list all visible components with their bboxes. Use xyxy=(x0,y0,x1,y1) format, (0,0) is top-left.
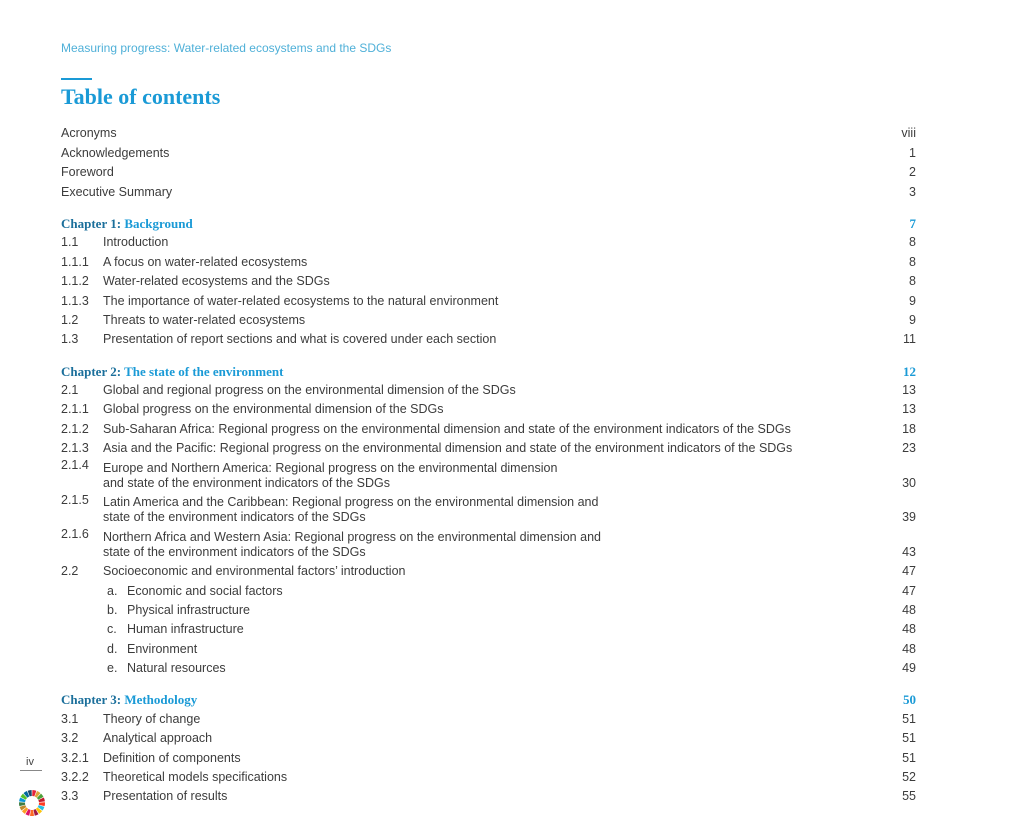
section-number: 2.2 xyxy=(61,564,79,579)
section-number: 2.1.3 xyxy=(61,441,89,456)
toc-entry-text-continued: and state of the environment indicators of the SDGs xyxy=(103,475,390,490)
toc-entry-page: 2 xyxy=(909,165,916,180)
toc-entry-page: 48 xyxy=(902,622,916,637)
chapter-page: 50 xyxy=(903,692,916,708)
section-number: 2.1.6 xyxy=(61,527,89,542)
toc-entry-page: 8 xyxy=(909,274,916,289)
toc-entry-text: Theory of change xyxy=(103,711,201,726)
toc-entry-text: Latin America and the Caribbean: Regional progress on the environmental dimension and xyxy=(103,495,599,510)
toc-entry[interactable] xyxy=(61,309,916,328)
subentry-letter: a. xyxy=(107,583,118,598)
toc-entry-page: 13 xyxy=(902,383,916,398)
section-number: 3.2.1 xyxy=(61,750,89,765)
toc-entry-page: 48 xyxy=(902,602,916,617)
toc-entry-page: viii xyxy=(901,126,916,141)
toc-entry-text: Physical infrastructure xyxy=(127,602,250,617)
toc-entry[interactable] xyxy=(61,270,916,289)
toc-entry-text-continued: state of the environment indicators of the SDGs xyxy=(103,544,366,559)
subentry-letter: c. xyxy=(107,622,117,637)
toc-entry[interactable] xyxy=(61,785,916,804)
section-number: 1.2 xyxy=(61,312,79,327)
section-number: 2.1.4 xyxy=(61,458,89,473)
toc-entry-text: A focus on water-related ecosystems xyxy=(103,254,308,269)
toc-entry[interactable] xyxy=(61,231,916,250)
toc-entry[interactable] xyxy=(61,727,916,746)
toc-entry[interactable] xyxy=(61,328,916,347)
toc-entry-page: 39 xyxy=(902,510,916,525)
toc-chapter-1[interactable] xyxy=(61,212,916,231)
toc-entry-text: Definition of components xyxy=(103,750,241,765)
page-title: Table of contents xyxy=(61,84,221,109)
toc-entry-text: Socioeconomic and environmental factors’ introduction xyxy=(103,564,406,579)
toc-entry-text: Theoretical models specifications xyxy=(103,770,288,785)
title-rule xyxy=(61,78,92,80)
toc-entry-page: 51 xyxy=(902,711,916,726)
toc-entry-text: Northern Africa and Western Asia: Regional progress on the environmental dimension and xyxy=(103,529,601,544)
subentry-letter: d. xyxy=(107,641,118,656)
section-number: 1.1 xyxy=(61,235,79,250)
toc-entry-page: 47 xyxy=(902,564,916,579)
subentry-letter: b. xyxy=(107,602,118,617)
toc-entry-page: 51 xyxy=(902,750,916,765)
toc-front-acronyms[interactable] xyxy=(61,122,916,141)
section-number: 2.1.2 xyxy=(61,421,89,436)
section-number: 3.2.2 xyxy=(61,770,89,785)
toc-entry-page: 47 xyxy=(902,583,916,598)
toc-entry[interactable] xyxy=(61,707,916,726)
section-number: 3.2 xyxy=(61,731,79,746)
chapter-title: Background xyxy=(124,215,193,231)
toc-entry[interactable] xyxy=(61,289,916,308)
toc-subentry[interactable] xyxy=(61,618,916,637)
toc-entry-page: 8 xyxy=(909,254,916,269)
section-number: 1.3 xyxy=(61,332,79,347)
chapter-label: Chapter 1: xyxy=(61,215,122,231)
toc-entry-page: 43 xyxy=(902,544,916,559)
sdg-wheel-segment xyxy=(30,810,34,816)
toc-entry-page: 3 xyxy=(909,184,916,199)
toc-entry[interactable] xyxy=(61,491,916,526)
chapter-page: 7 xyxy=(909,215,916,231)
subentry-letter: e. xyxy=(107,661,118,676)
toc-entry-page: 9 xyxy=(909,312,916,327)
toc-entry-page: 23 xyxy=(902,441,916,456)
toc-entry-text: Presentation of results xyxy=(103,789,228,804)
toc-entry[interactable] xyxy=(61,746,916,765)
toc-entry-text: Human infrastructure xyxy=(127,622,244,637)
chapter-label: Chapter 2: xyxy=(61,363,122,379)
section-number: 2.1 xyxy=(61,383,79,398)
toc-entry-text: Asia and the Pacific: Regional progress on the environmental dimension and state of the environment indicators of the SDGs xyxy=(103,441,793,456)
running-title: Measuring progress: Water-related ecosystems and the SDGs xyxy=(61,41,392,55)
toc-subentry[interactable] xyxy=(61,657,916,676)
toc-subentry[interactable] xyxy=(61,599,916,618)
sdg-wheel-icon xyxy=(18,789,46,817)
page-number: iv xyxy=(26,756,34,768)
toc-entry-text-continued: state of the environment indicators of the SDGs xyxy=(103,510,366,525)
toc-front-acknowledgements[interactable] xyxy=(61,141,916,160)
section-number: 1.1.3 xyxy=(61,293,89,308)
section-number: 1.1.1 xyxy=(61,254,89,269)
toc-front-foreword[interactable] xyxy=(61,161,916,180)
toc-entry-text: Water-related ecosystems and the SDGs xyxy=(103,274,330,289)
toc-entry-page: 9 xyxy=(909,293,916,308)
toc-entry[interactable] xyxy=(61,560,916,579)
toc-entry[interactable] xyxy=(61,250,916,269)
chapter-label: Chapter 3: xyxy=(61,692,122,708)
toc-entry-text: Foreword xyxy=(61,165,114,180)
toc-entry[interactable] xyxy=(61,417,916,436)
toc-entry-page: 8 xyxy=(909,235,916,250)
toc-entry-text: Global progress on the environmental dimension of the SDGs xyxy=(103,402,444,417)
toc-entry-page: 51 xyxy=(902,731,916,746)
toc-entry-text: Introduction xyxy=(103,235,169,250)
toc-entry-page: 48 xyxy=(902,641,916,656)
toc-entry-page: 11 xyxy=(903,332,916,347)
toc-chapter-2[interactable] xyxy=(61,359,916,378)
toc-entry[interactable] xyxy=(61,398,916,417)
toc-subentry[interactable] xyxy=(61,637,916,656)
section-number: 3.3 xyxy=(61,789,79,804)
toc-entry-text: Environment xyxy=(127,641,198,656)
toc-front-executive-summary[interactable] xyxy=(61,180,916,199)
toc-entry-page: 1 xyxy=(909,145,916,160)
toc-entry-text: Threats to water-related ecosystems xyxy=(103,312,306,327)
chapter-title: Methodology xyxy=(124,692,198,708)
toc-chapter-3[interactable] xyxy=(61,688,916,707)
toc-entry[interactable] xyxy=(61,437,916,456)
toc-entry-page: 30 xyxy=(902,475,916,490)
toc-entry-text: Economic and social factors xyxy=(127,583,283,598)
page-number-rule xyxy=(20,770,42,771)
toc-entry[interactable] xyxy=(61,766,916,785)
toc-entry-page: 49 xyxy=(902,661,916,676)
chapter-title: The state of the environment xyxy=(124,363,284,379)
toc-entry-page: 52 xyxy=(902,770,916,785)
toc-entry[interactable] xyxy=(61,379,916,398)
toc-entry-text: Global and regional progress on the environmental dimension of the SDGs xyxy=(103,383,516,398)
toc-entry-text: Executive Summary xyxy=(61,184,173,199)
toc-entry-text: Analytical approach xyxy=(103,731,213,746)
toc-entry-text: Acknowledgements xyxy=(61,145,170,160)
chapter-page: 12 xyxy=(903,363,916,379)
toc-subentry[interactable] xyxy=(61,579,916,598)
toc-entry-text: Europe and Northern America: Regional progress on the environmental dimension xyxy=(103,460,558,475)
toc-entry-page: 18 xyxy=(902,421,916,436)
section-number: 3.1 xyxy=(61,711,79,726)
toc-entry-text: The importance of water-related ecosystems to the natural environment xyxy=(103,293,499,308)
section-number: 1.1.2 xyxy=(61,274,89,289)
table-of-contents xyxy=(61,122,916,804)
toc-entry-text: Natural resources xyxy=(127,661,226,676)
toc-entry-text: Sub-Saharan Africa: Regional progress on the environmental dimension and state of the environment indicators of the SDGs xyxy=(103,421,791,436)
toc-entry[interactable] xyxy=(61,456,916,491)
toc-entry-text: Presentation of report sections and what is covered under each section xyxy=(103,332,497,347)
section-number: 2.1.1 xyxy=(61,402,89,417)
toc-entry-text: Acronyms xyxy=(61,126,117,141)
section-number: 2.1.5 xyxy=(61,492,89,507)
toc-entry[interactable] xyxy=(61,525,916,560)
toc-entry-page: 55 xyxy=(902,789,916,804)
toc-entry-page: 13 xyxy=(902,402,916,417)
